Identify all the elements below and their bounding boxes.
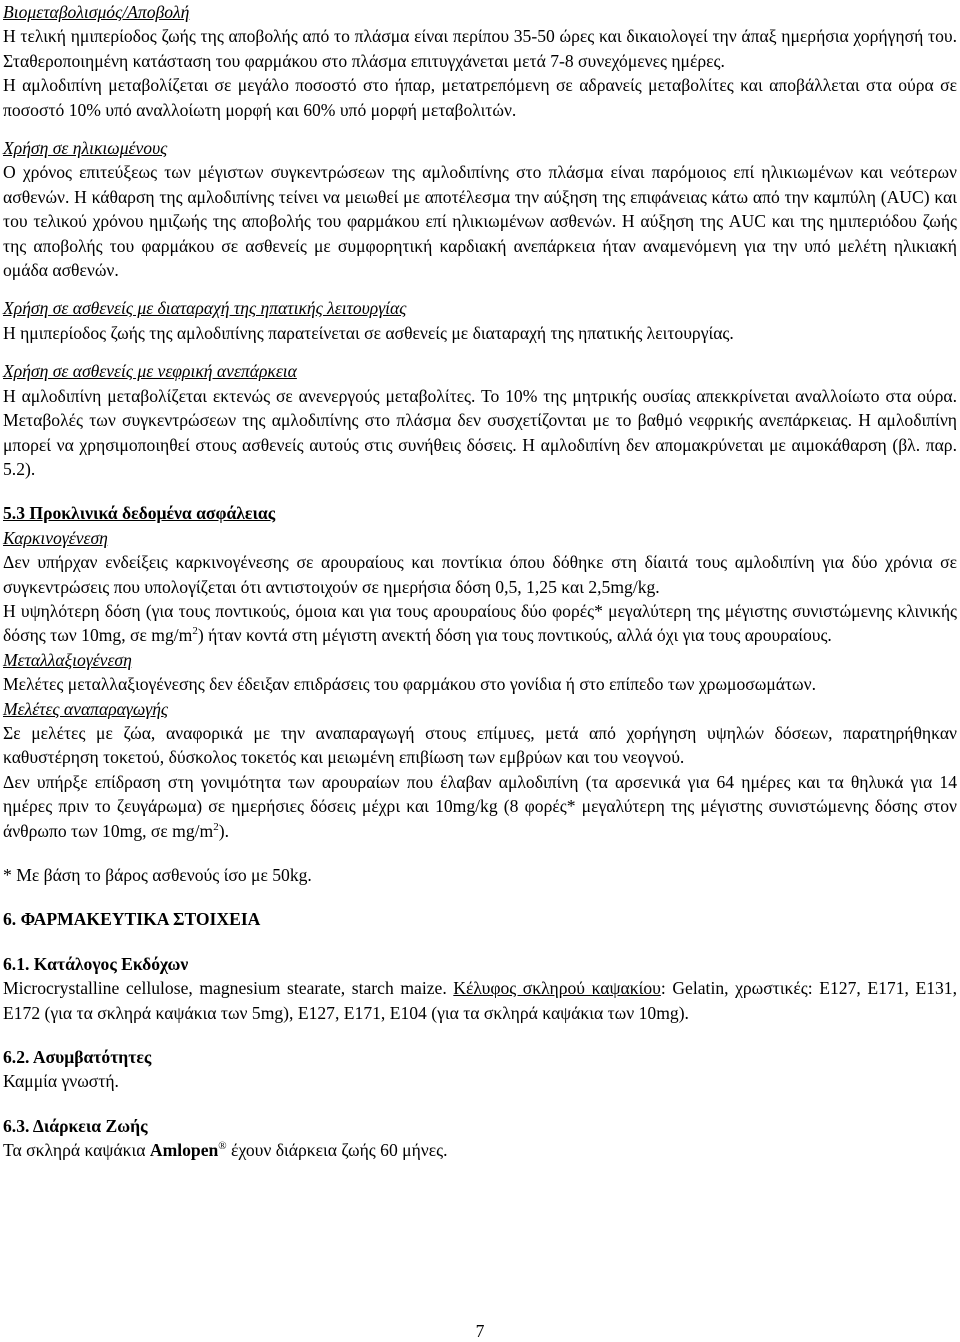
registered-mark: ®	[218, 1140, 227, 1153]
biotransformation-heading: Βιομεταβολισμός/Αποβολή	[3, 2, 190, 22]
excipients-paragraph	[3, 976, 957, 1025]
reproduction-text-b: ).	[218, 820, 230, 841]
excipients-text-b: : Gelatin, χρωστικές: E127, E171, E131, E172 (για τα σκληρά καψάκια των 5mg), E127, E171, E104 (για τα σκληρά καψάκια των 10mg).	[3, 978, 957, 1023]
brand-name: Amlopen	[149, 1140, 219, 1161]
carcinogenesis-superscript: 2	[192, 625, 198, 638]
excipients-text-a: Microcrystalline cellulose, magnesium stearate, starch maize.	[3, 978, 454, 999]
shelf-life-text-b: έχουν διάρκεια ζωής 60 μήνες.	[226, 1140, 448, 1161]
capsule-shell-label: Κέλυφος σκληρού καψακίου	[453, 978, 661, 999]
reproduction-paragraph-1: Σε μελέτες με ζώα, αναφορικά με την αναπαραγωγή στους επίμυες, μετά από χορήγηση υψηλών δόσεων, παρατηρήθηκαν καθυστέρηση τοκετού, δύσκολος τοκετός και μειωμένη επιβίωση των εμβρύων και του νεογνού.	[3, 722, 957, 768]
carcinogenesis-paragraph-2	[3, 599, 957, 648]
biotransformation-paragraph-1: Η τελική ημιπερίοδος ζωής της αποβολής από το πλάσμα είναι περίπου 35-50 ώρες και δικαιολογεί την άπαξ ημερήσια χορήγησή του. Σταθεροποιημένη κατάσταση του φαρμάκου στο πλάσμα επιτυγχάνεται μετά 7-8 συνεχόμενες ημέρες.	[3, 26, 957, 71]
excipients-heading: 6.1. Κατάλογος Εκδόχων	[3, 953, 189, 974]
carcinogenesis-paragraph-1: Δεν υπήρχαν ενδείξεις καρκινογένεσης σε αρουραίους και ποντίκια όπου δόθηκε στη δίαιτά τους αμλοδιπίνη για δύο χρόνια σε συγκεντρώσεις που υπολογίζεται ότι αντιστοιχούν σε ημερήσια δόση 0,5, 1,25 και 2,5mg/kg.	[3, 552, 957, 597]
elderly-heading: Χρήση σε ηλικιωμένους	[3, 138, 168, 159]
carcinogenesis-text-a: Η υψηλότερη δόση (για τους ποντικούς, όμοια και για τους αρουραίους δύο φορές* μεγαλύτερη της μέγιστης συνιστώμενης κλινικής δόσης των 10mg, σε mg/m	[3, 600, 957, 646]
reproduction-superscript: 2	[213, 820, 219, 833]
shelf-life-text-a: Τα σκληρά καψάκια	[3, 1140, 150, 1161]
shelf-life-heading: 6.3. Διάρκεια Ζωής	[3, 1115, 148, 1136]
mutagenesis-paragraph: Μελέτες μεταλλαξιογένεσης δεν έδειξαν επιδράσεις του φαρμάκου στο γονίδια ή στο επίπεδο των χρωμοσωμάτων.	[3, 674, 816, 695]
hepatic-paragraph: Η ημιπερίοδος ζωής της αμλοδιπίνης παρατείνεται σε ασθενείς με διαταραχή της ηπατικής λειτουργίας.	[3, 322, 734, 343]
pharmaceutical-heading: 6. ΦΑΡΜΑΚΕΥΤΙΚΑ ΣΤΟΙΧΕΙΑ	[3, 909, 261, 930]
renal-paragraph: Η αμλοδιπίνη μεταβολίζεται εκτενώς σε ανενεργούς μεταβολίτες. Το 10% της μητρικής ουσίας απεκκρίνεται αναλλοίωτο στα ούρα. Μεταβολές των συγκεντρώσεων της αμλοδιπίνης στο πλάσμα δεν συσχετίζονται με το βαθμό νεφρικής ανεπάρκειας. Η αμλοδιπίνη μπορεί να χρησιμοποιηθεί στους ασθενείς αυτούς στις συνήθεις δόσεις. Η αμλοδιπίνη δεν απομακρύνεται με αιμοκάθαρση (βλ. παρ. 5.2).	[3, 385, 957, 479]
renal-heading: Χρήση σε ασθενείς με νεφρική ανεπάρκεια	[3, 361, 297, 382]
carcinogenesis-heading: Καρκινογένεση	[3, 527, 108, 548]
elderly-paragraph: Ο χρόνος επιτεύξεως των μέγιστων συγκεντρώσεων της αμλοδιπίνης στο πλάσμα είναι παρόμοιος επί ηλικιωμένων και νεότερων ασθενών. Η κάθαρση της αμλοδιπίνης τείνει να μειωθεί με αποτέλεσμα την αύξηση της επιφάνειας κάτω από την καμπύλη (AUC) και του τελικού χρόνου ημιζωής της αποβολής του φαρμάκου επί ηλικιωμένων ασθενών. Η αύξηση της AUC και της ημιπεριόδου ζωής της αποβολής του φαρμάκου σε ασθενείς με συμφορητική καρδιακή ανεπάρκεια ήταν αναμενόμενη για την υπό μελέτη ηλικιακή ομάδα ασθενών.	[3, 162, 957, 281]
document-page	[3, 0, 957, 1163]
page-number: 7	[475, 1321, 485, 1341]
mutagenesis-heading: Μεταλλαξιογένεση	[3, 649, 132, 670]
reproduction-text-a: Δεν υπήρξε επίδραση στη γονιμότητα των αρουραίων που έλαβαν αμλοδιπίνη (τα αρσενικά για 64 ημέρες και τα θηλυκά για 14 ημέρες πριν το ζευγάρωμα) σε ημερήσιες δόσεις μέχρι και 10mg/kg (8 φορές* μεγαλύτερη της μέγιστης συνιστώμενης δόσης στον άνθρωπο των 10mg, σε mg/m	[3, 771, 957, 841]
preclinical-heading: 5.3 Προκλινικά δεδομένα ασφάλειας	[3, 503, 276, 524]
shelf-life-paragraph	[3, 1138, 957, 1162]
reproduction-paragraph-2	[3, 770, 957, 843]
reproduction-heading: Μελέτες αναπαραγωγής	[3, 698, 169, 719]
hepatic-heading: Χρήση σε ασθενείς με διαταραχή της ηπατικής λειτουργίας	[3, 298, 407, 319]
incompatibilities-heading: 6.2. Ασυμβατότητες	[3, 1047, 152, 1068]
biotransformation-paragraph-2: Η αμλοδιπίνη μεταβολίζεται σε μεγάλο ποσοστό στο ήπαρ, μετατρεπόμενη σε αδρανείς μεταβολίτες και αποβάλλεται στα ούρα σε ποσοστό 10% υπό αναλλοίωτη μορφή και 60% υπό μορφή μεταβολιτών.	[3, 75, 957, 120]
footnote: * Με βάση το βάρος ασθενούς ίσο με 50kg.	[3, 865, 312, 885]
incompatibilities-paragraph: Καμμία γνωστή.	[3, 1071, 119, 1092]
carcinogenesis-text-b: ) ήταν κοντά στη μέγιστη ανεκτή δόση για τους ποντικούς, αλλά όχι για τους αρουραίους.	[197, 625, 832, 646]
